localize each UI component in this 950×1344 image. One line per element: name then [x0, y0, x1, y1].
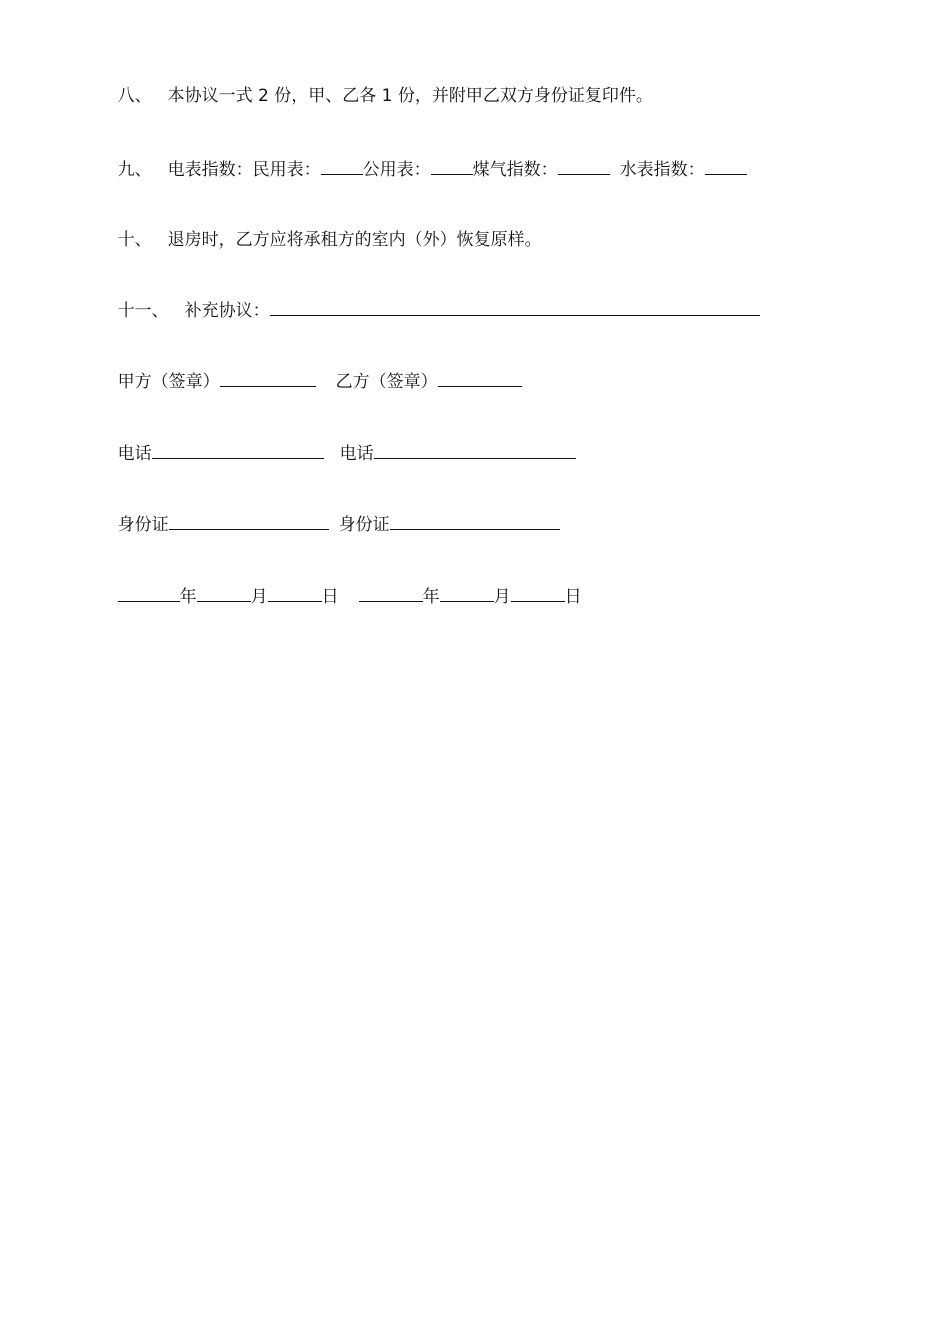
clause-8: [96, 63, 653, 106]
party-a-month-label: 月: [250, 587, 268, 607]
party-a-seal-blank[interactable]: [220, 369, 316, 387]
clause-11-number: 十一、: [117, 301, 169, 321]
party-a-year-label: 年: [179, 587, 197, 607]
party-a-seal-label: 甲方（签章）: [117, 372, 220, 392]
party-b-day-label: 日: [564, 587, 582, 607]
party-a-day-label: 日: [321, 587, 339, 607]
party-b-phone-blank[interactable]: [374, 441, 576, 459]
party-a-id-blank[interactable]: [169, 512, 329, 530]
clause-11-label: 补充协议：: [184, 301, 270, 321]
clause-9: [96, 135, 747, 180]
party-b-year-label: 年: [422, 587, 440, 607]
clause-9-label-main: 电表指数：: [167, 160, 253, 180]
supplementary-agreement-blank[interactable]: [270, 298, 760, 316]
party-a-month-blank[interactable]: [197, 584, 251, 602]
party-b-day-blank[interactable]: [511, 584, 565, 602]
party-b-id-blank[interactable]: [390, 512, 560, 530]
phone-row: [96, 419, 576, 464]
clause-10-number: 十、: [117, 230, 152, 250]
clause-9-label-water: 水表指数：: [619, 160, 705, 180]
clause-9-label-civil: 民用表：: [252, 160, 321, 180]
clause-11: [96, 276, 760, 321]
party-b-month-blank[interactable]: [440, 584, 494, 602]
party-b-phone-label: 电话: [339, 444, 374, 464]
party-a-year-blank[interactable]: [118, 584, 180, 602]
party-b-month-label: 月: [493, 587, 511, 607]
gas-meter-blank[interactable]: [558, 157, 610, 175]
clause-8-text: 本协议一式 2 份，甲、乙各 1 份，并附甲乙双方身份证复印件。: [167, 86, 653, 106]
clause-8-number: 八、: [117, 86, 152, 106]
clause-9-label-gas: 煤气指数：: [472, 160, 558, 180]
party-a-id-label: 身份证: [117, 515, 169, 535]
clause-9-label-public: 公用表：: [362, 160, 431, 180]
party-b-id-label: 身份证: [338, 515, 390, 535]
party-a-day-blank[interactable]: [268, 584, 322, 602]
party-b-seal-label: 乙方（签章）: [335, 372, 438, 392]
id-row: [96, 490, 560, 535]
party-b-year-blank[interactable]: [359, 584, 423, 602]
party-a-phone-blank[interactable]: [152, 441, 324, 459]
clause-10: [96, 207, 542, 250]
party-b-seal-blank[interactable]: [438, 369, 522, 387]
water-meter-blank[interactable]: [705, 157, 747, 175]
clause-10-text: 退房时，乙方应将承租方的室内（外）恢复原样。: [167, 230, 542, 250]
civil-meter-blank[interactable]: [321, 157, 363, 175]
clause-9-number: 九、: [117, 160, 152, 180]
signature-row: [96, 347, 522, 392]
public-meter-blank[interactable]: [431, 157, 473, 175]
date-row: [96, 562, 582, 607]
party-a-phone-label: 电话: [117, 444, 152, 464]
